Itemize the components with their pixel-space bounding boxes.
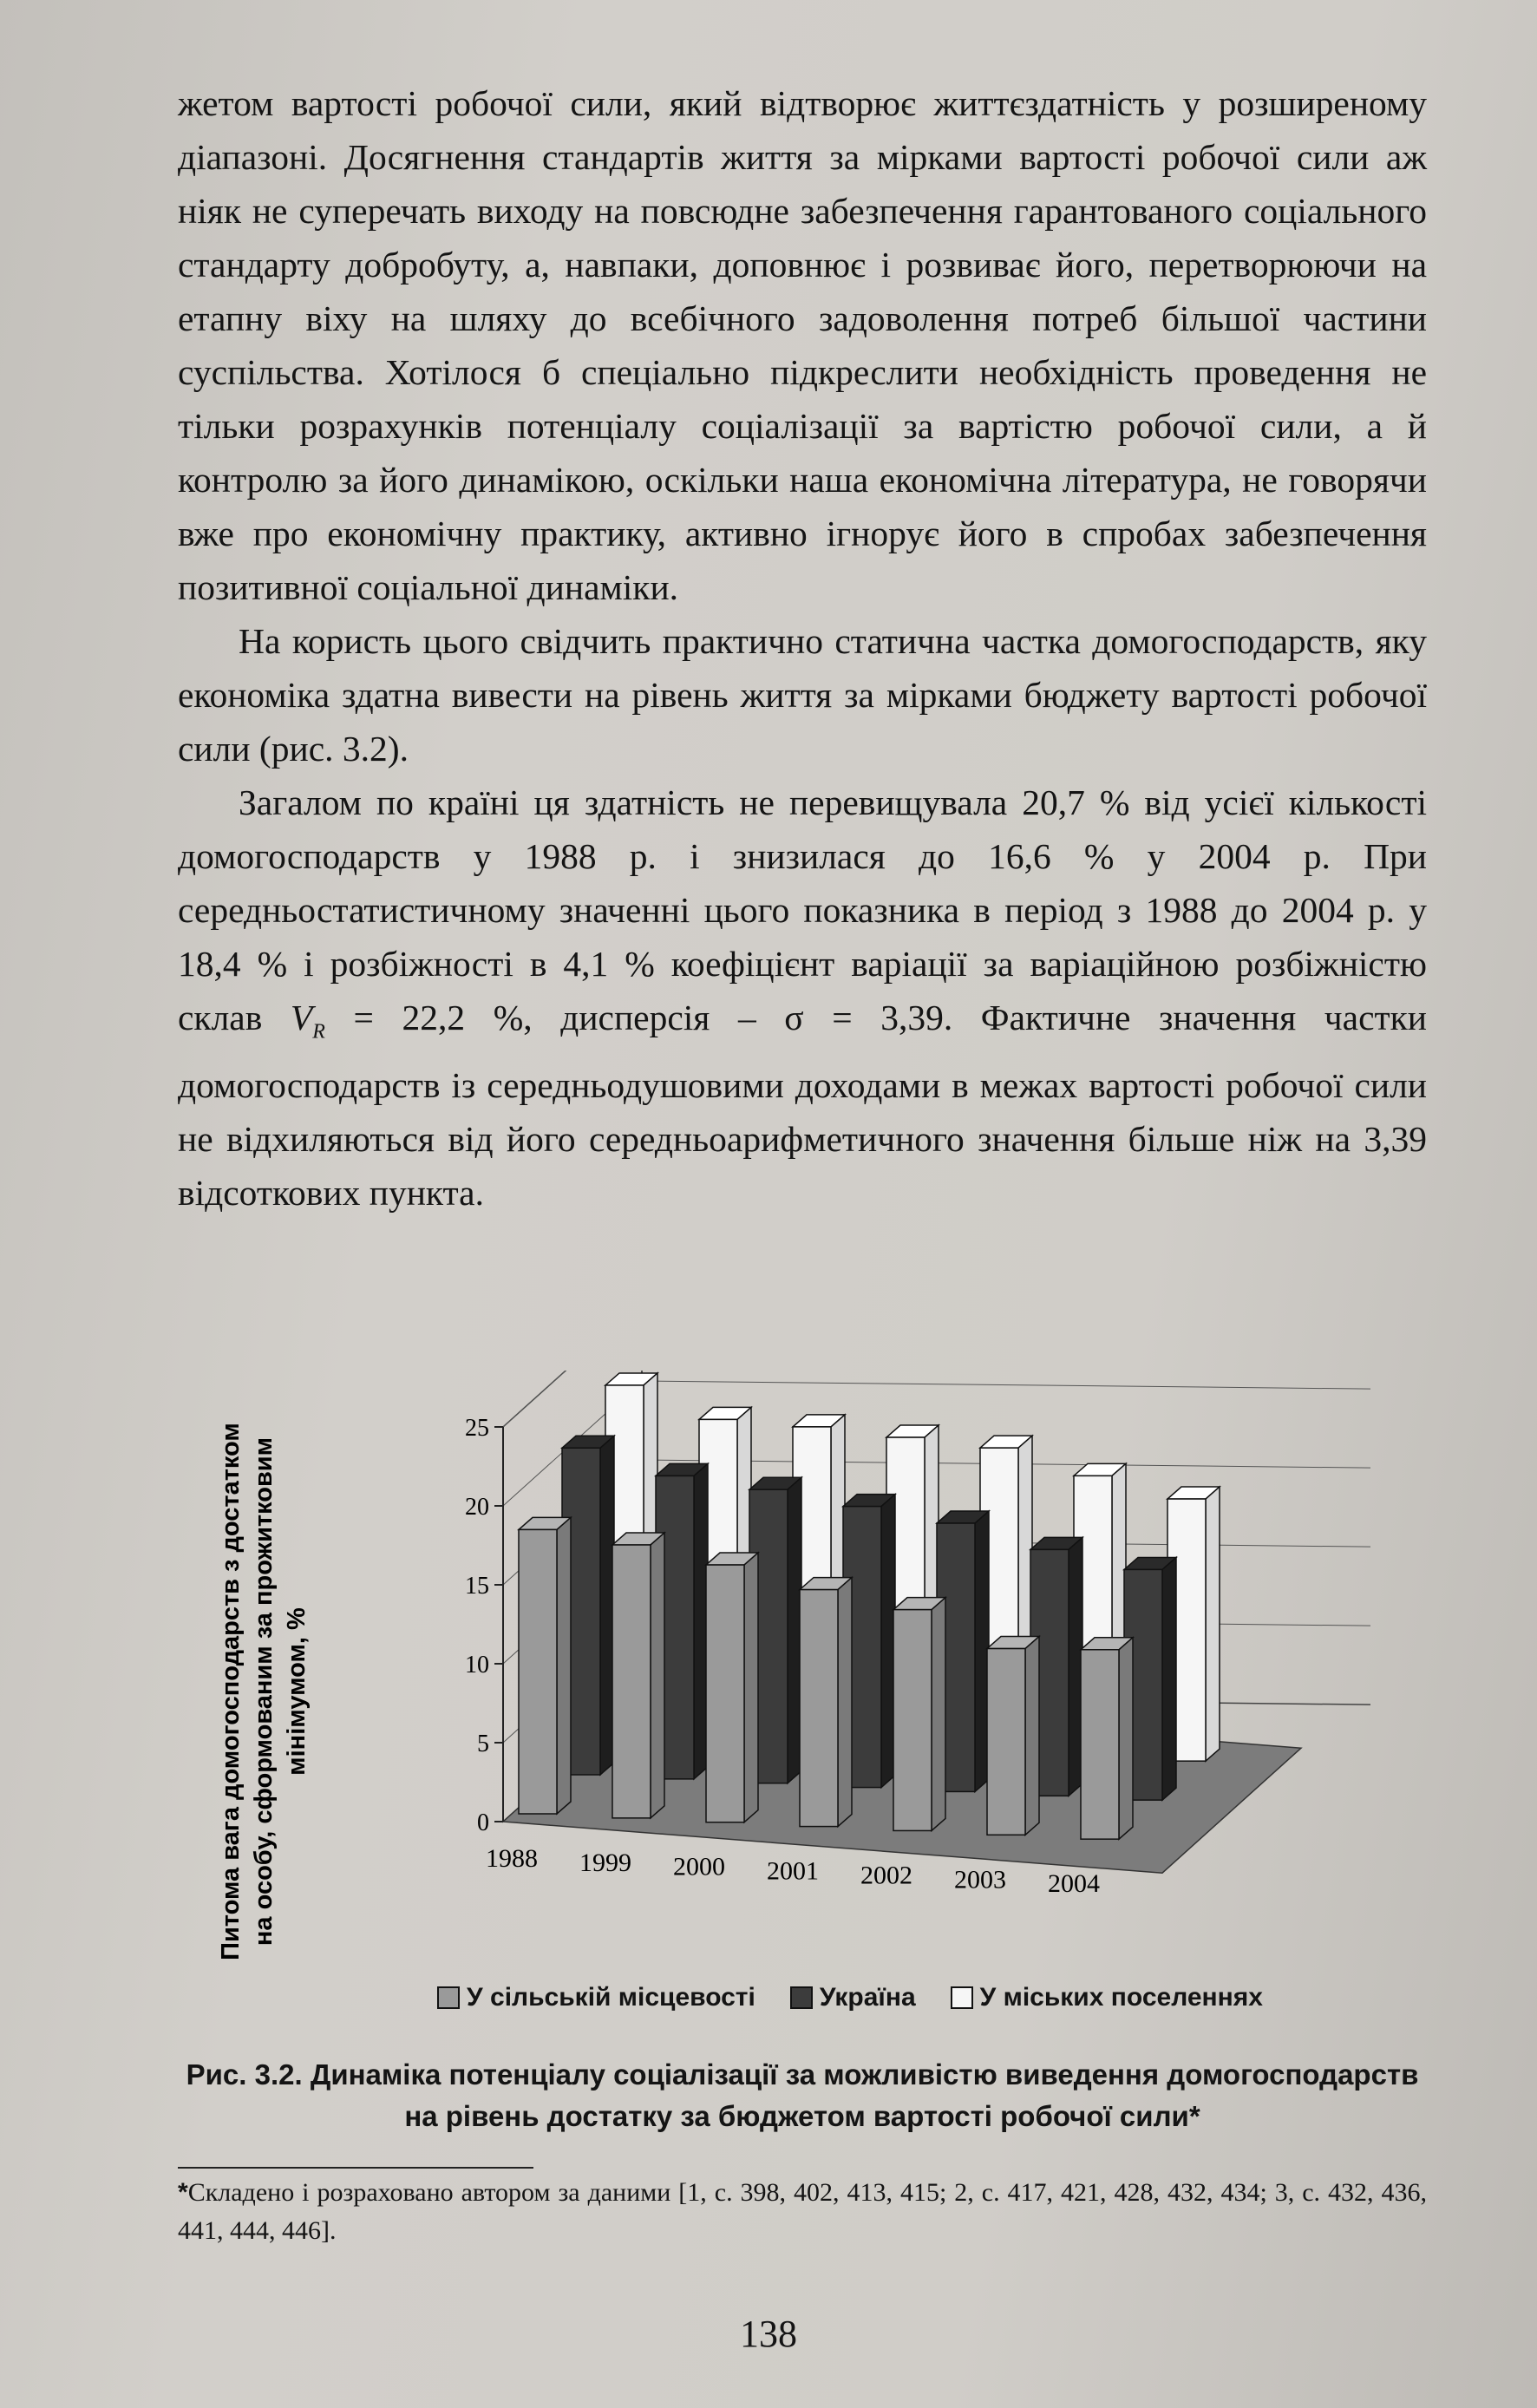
legend-swatch [951,1986,973,2009]
y-axis-title-line: на особу, сформованим за прожитковим [250,1436,278,1947]
legend-swatch [790,1986,813,2009]
legend-label: У сільській місцевості [467,1983,755,2012]
paragraph-2: На користь цього свідчить практично статична частка домогосподарств, яку економіка здатна вивести на рівень життя за мірками бюджету вартості робочої сили (рис. 3.2). [178,621,1427,769]
legend-label: У міських поселеннях [979,1983,1263,2012]
y-axis-title-line: мінімумом, % [283,1607,311,1776]
page-number: 138 [740,2313,797,2355]
figure-caption [178,2054,1427,2137]
x-tick-label: 1988 [486,1844,538,1873]
body-text [178,76,1427,1220]
footnote-text: Складено і розраховано автором за даними [1, с. 398, 402, 413, 415; 2, с. 417, 421, 428, 432, 434; 3, с. 432, 436, 441, 444, 446]. [178,2178,1427,2245]
bar-side-0-3 [838,1578,852,1827]
x-tick-label: 2001 [767,1856,819,1886]
footnote-marker: * [178,2178,188,2207]
chart-legend [330,1983,1370,2012]
paragraph-1: жетом вартості робочої сили, який відтворює життєздатність у розширеному діапазоні. Досягнення стандартів життя за мірками вартості робочої сили аж ніяк не суперечать виходу на повсюдне забезпечення гарантованого соціального стандарту добробуту, а, навпаки, доповнює і розвиває його, перетворюючи на етапну віху на шляху до всебічного задоволення потреб більшої частини суспільства. Хотілося б спеціально підкреслити необхідність проведення не тільки розрахунків потенціалу соціалізації за вартістю робочої сили, а й контролю за його динамікою, оскільки наша економічна література, не говорячи вже про економічну практику, активно ігнорує його в спробах забезпечення позитивної соціальної динаміки. [178,83,1427,607]
y-tick-label: 0 [477,1809,489,1836]
legend-item [951,1983,1263,2012]
bar-0-4 [893,1610,932,1831]
caption-label: Рис. 3.2. [186,2058,303,2091]
y-tick-label: 20 [465,1494,489,1521]
bar-0-1 [612,1545,651,1818]
y-tick-label: 10 [465,1652,489,1678]
bar-0-6 [1081,1650,1119,1839]
x-tick-label: 2004 [1048,1869,1100,1899]
paragraph-3: Загалом по країні ця здатність не перевищувала 20,7 % від усієї кількості домогосподарств у 1988 р. і знизилася до 16,6 % у 2004 р. При середньостатистичному значенні цього показника в період з 1988 до 2004 р. у 18,4 % і розбіжності в 4,1 % коефіцієнт варіації за варіаційною розбіжністю склав $V_R = 22,2$ %, дисперсія – σ = 3,39. Фактичне значення частки домогосподарств із середньодушовими доходами в межах вартості робочої сили не відхиляються від його середньоарифметичного значення більше ніж на 3,39 відсоткових пункта. [178,782,1427,1214]
legend-label: Україна [819,1983,916,2012]
bar-0-0 [519,1529,557,1814]
bar-chart-3d [199,1371,1370,2056]
x-tick-label: 2000 [673,1852,725,1881]
bar-side-0-1 [651,1533,664,1818]
bar-side-0-6 [1119,1638,1133,1839]
gridline-back [642,1381,1370,1390]
figure-3-2 [199,1371,1370,2056]
x-tick-label: 2002 [860,1861,912,1890]
legend-item [437,1983,755,2012]
y-tick-label: 5 [477,1731,489,1757]
legend-swatch [437,1986,460,2009]
bar-side-2-6 [1206,1487,1220,1761]
footnote [178,2174,1427,2250]
x-tick-label: 1999 [579,1848,631,1877]
bar-side-0-4 [932,1598,945,1831]
bar-side-0-5 [1025,1637,1039,1835]
bar-side-0-2 [744,1553,758,1822]
y-tick-label: 15 [465,1573,489,1600]
bar-0-5 [987,1649,1025,1835]
footnote-divider [178,2167,533,2169]
bar-0-2 [706,1565,744,1822]
x-tick-label: 2003 [954,1865,1006,1894]
bar-0-3 [800,1590,838,1827]
legend-item [790,1983,916,2012]
bar-side-1-6 [1162,1557,1176,1800]
y-tick-label: 25 [465,1415,489,1442]
bar-side-0-0 [557,1517,571,1814]
caption-text: Динаміка потенціалу соціалізації за можливістю виведення домогосподарств на рівень достатку за бюджетом вартості робочої сили* [310,2058,1419,2132]
y-axis-title-line: Питома вага домогосподарств з достатком [217,1423,245,1960]
